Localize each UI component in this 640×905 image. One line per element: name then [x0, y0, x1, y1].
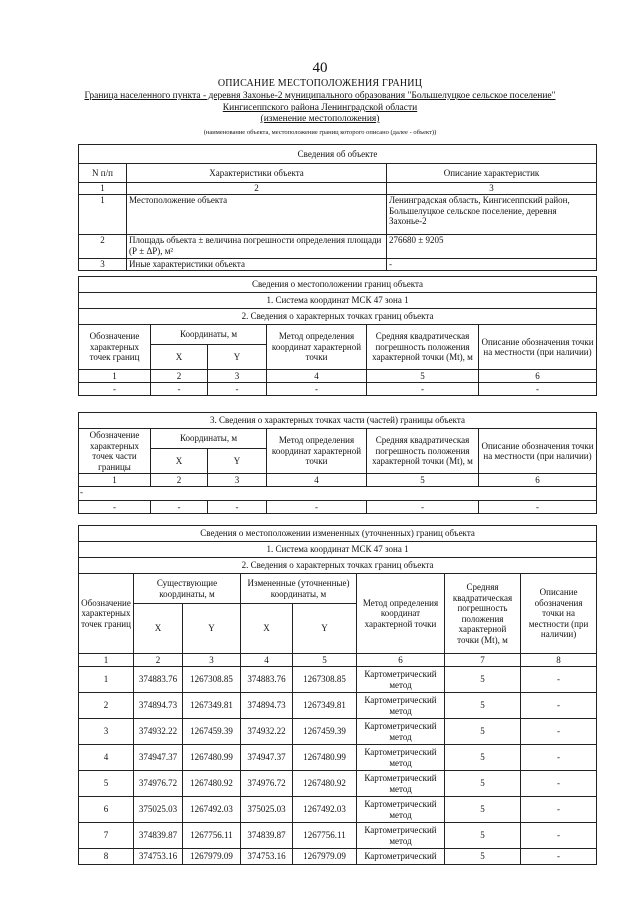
existing-x: 374839.87 [134, 823, 183, 849]
table-row [79, 823, 597, 849]
table-row [79, 501, 597, 514]
empty-cell: - [267, 501, 367, 514]
changed-y: 1267979.09 [293, 849, 357, 865]
empty-cell: - [208, 501, 267, 514]
accuracy-cell: 5 [445, 667, 521, 693]
empty-cell: - [79, 501, 151, 514]
point-number: 3 [79, 719, 134, 745]
column-header: Описание характеристик [387, 164, 597, 183]
description-cell: - [521, 719, 597, 745]
accuracy-cell: 5 [445, 797, 521, 823]
changed-x: 374932.22 [241, 719, 293, 745]
empty-cell: - [367, 501, 479, 514]
description-cell: - [521, 771, 597, 797]
point-number: 2 [79, 693, 134, 719]
accuracy-cell: 5 [445, 719, 521, 745]
table-row [79, 259, 597, 271]
row-description: Ленинградская область, Кингисеппский район, Большелуцкое сельское поселение, деревня Захонье-2 [387, 195, 597, 235]
existing-y: 1267349.81 [183, 693, 241, 719]
point-number: 1 [79, 667, 134, 693]
column-header: Существующие координаты, м [134, 574, 241, 604]
column-header: Y [183, 604, 241, 654]
description-cell: - [521, 823, 597, 849]
existing-x: 374883.76 [134, 667, 183, 693]
row-characteristic: Местоположение объекта [127, 195, 387, 235]
table-row [79, 195, 597, 235]
changed-x: 374976.72 [241, 771, 293, 797]
section-title: Сведения об объекте [79, 145, 597, 164]
method-cell: Картометрический метод [357, 719, 445, 745]
table-row [79, 771, 597, 797]
method-cell: Картометрический метод [357, 745, 445, 771]
section-title: Сведения о местоположении измененных (уточненных) границ объекта [79, 526, 597, 542]
empty-cell: - [479, 383, 597, 396]
index-cell: 1 [79, 654, 134, 667]
point-number: 6 [79, 797, 134, 823]
table-row [79, 383, 597, 396]
column-header: Средняя квадратическая погрешность положения характерной точки (Mt), м [367, 325, 479, 370]
table-row [79, 487, 597, 501]
changed-y: 1267349.81 [293, 693, 357, 719]
index-cell: 6 [479, 370, 597, 383]
row-number: 2 [79, 235, 127, 259]
column-header: Y [208, 345, 267, 370]
description-cell: - [521, 693, 597, 719]
spacer [79, 396, 597, 413]
row-characteristic: Иные характеристики объекта [127, 259, 387, 271]
coordinate-system: 1. Система координат МСК 47 зона 1 [79, 293, 597, 309]
column-header: Метод определения координат характерной точки [357, 574, 445, 654]
column-header: Обозначение характерных точек части границы [79, 429, 151, 474]
column-header: Метод определения координат характерной точки [267, 325, 367, 370]
existing-y: 1267308.85 [183, 667, 241, 693]
method-cell: Картометрический метод [357, 667, 445, 693]
column-header: Координаты, м [151, 429, 267, 449]
column-header: X [134, 604, 183, 654]
index-cell: 4 [267, 370, 367, 383]
boundary-points-table [78, 276, 597, 514]
index-cell: 5 [367, 474, 479, 487]
row-description: 276680 ± 9205 [387, 235, 597, 259]
table-row [79, 745, 597, 771]
method-cell: Картометрический метод [357, 693, 445, 719]
table-row [79, 693, 597, 719]
accuracy-cell: 5 [445, 823, 521, 849]
table-row [79, 235, 597, 259]
description-cell: - [521, 849, 597, 865]
changed-points-table [78, 525, 597, 865]
existing-x: 374947.37 [134, 745, 183, 771]
changed-y: 1267756.11 [293, 823, 357, 849]
empty-cell: - [267, 383, 367, 396]
changed-x: 374839.87 [241, 823, 293, 849]
changed-y: 1267492.03 [293, 797, 357, 823]
accuracy-cell: 5 [445, 771, 521, 797]
index-cell: 2 [134, 654, 183, 667]
point-number: 4 [79, 745, 134, 771]
index-cell: 1 [79, 370, 151, 383]
empty-cell: - [79, 383, 151, 396]
index-cell: 2 [151, 474, 208, 487]
changed-x: 374753.16 [241, 849, 293, 865]
column-header: Характеристики объекта [127, 164, 387, 183]
coordinate-system: 1. Система координат МСК 47 зона 1 [79, 542, 597, 558]
existing-x: 374932.22 [134, 719, 183, 745]
existing-x: 374753.16 [134, 849, 183, 865]
method-cell: Картометрический метод [357, 797, 445, 823]
empty-cell: - [367, 383, 479, 396]
index-cell: 7 [445, 654, 521, 667]
description-cell: - [521, 667, 597, 693]
point-number: 8 [79, 849, 134, 865]
table-row [79, 797, 597, 823]
index-cell: 2 [151, 370, 208, 383]
existing-x: 374894.73 [134, 693, 183, 719]
existing-x: 375025.03 [134, 797, 183, 823]
row-number: 3 [79, 259, 127, 271]
existing-y: 1267492.03 [183, 797, 241, 823]
changed-y: 1267459.39 [293, 719, 357, 745]
index-cell: 4 [241, 654, 293, 667]
index-cell: 6 [479, 474, 597, 487]
empty-cell: - [479, 501, 597, 514]
column-header: Описание обозначения точки на местности (при наличии) [479, 325, 597, 370]
column-header: Метод определения координат характерной точки [267, 429, 367, 474]
changed-y: 1267480.99 [293, 745, 357, 771]
column-header: X [241, 604, 293, 654]
column-header: Обозначение характерных точек границ [79, 325, 151, 370]
index-cell: 4 [267, 474, 367, 487]
index-cell: 2 [127, 183, 387, 195]
object-info-table [78, 144, 597, 271]
document-title: ОПИСАНИЕ МЕСТОПОЛОЖЕНИЯ ГРАНИЦ [217, 78, 423, 89]
accuracy-cell: 5 [445, 745, 521, 771]
description-cell: - [521, 745, 597, 771]
subtitle-line-1: Граница населенного пункта - деревня Захонье-2 муниципального образования "Большелуцкое сельское поселение" [84, 91, 556, 101]
index-cell: 3 [183, 654, 241, 667]
column-header: Обозначение характерных точек границ [79, 574, 134, 654]
point-number: 5 [79, 771, 134, 797]
subtitle-line-3: (изменение местоположения) [260, 114, 380, 124]
subsection-title: 3. Сведения о характерных точках части (частей) границы объекта [79, 413, 597, 429]
existing-x: 374976.72 [134, 771, 183, 797]
section-title: Сведения о местоположении границ объекта [79, 277, 597, 293]
changed-x: 374883.76 [241, 667, 293, 693]
empty-cell: - [151, 501, 208, 514]
index-cell: 5 [293, 654, 357, 667]
index-cell: 1 [79, 183, 127, 195]
column-header: N п/п [79, 164, 127, 183]
existing-y: 1267756.11 [183, 823, 241, 849]
description-cell: - [521, 797, 597, 823]
empty-cell: - [151, 383, 208, 396]
subsection-title: 2. Сведения о характерных точках границ объекта [79, 309, 597, 325]
accuracy-cell: 5 [445, 693, 521, 719]
method-cell: Картометрический метод [357, 823, 445, 849]
method-cell: Картометрический [357, 849, 445, 865]
subtitle-line-2: Кингисеппского района Ленинградской области [222, 102, 418, 113]
column-header: Измененные (уточненные) координаты, м [241, 574, 357, 604]
part-label-cell: - [79, 487, 597, 501]
changed-y: 1267480.92 [293, 771, 357, 797]
subsection-title: 2. Сведения о характерных точках границ объекта [79, 558, 597, 574]
index-cell: 6 [357, 654, 445, 667]
column-header: X [151, 345, 208, 370]
column-header: Средняя квадратическая погрешность положения характерной точки (Mt), м [367, 429, 479, 474]
index-cell: 5 [367, 370, 479, 383]
document-subtitle [70, 91, 570, 126]
existing-y: 1267979.09 [183, 849, 241, 865]
existing-y: 1267459.39 [183, 719, 241, 745]
table-row [79, 719, 597, 745]
column-header: Координаты, м [151, 325, 267, 345]
index-cell: 3 [208, 474, 267, 487]
column-header: Средняя квадратическая погрешность положения характерной точки (Mt), м [445, 574, 521, 654]
column-header: Описание обозначения точки на местности (при наличии) [521, 574, 597, 654]
row-description: - [387, 259, 597, 271]
row-characteristic: Площадь объекта ± величина погрешности определения площади (Р ± ΔР), м² [127, 235, 387, 259]
empty-cell: - [208, 383, 267, 396]
existing-y: 1267480.92 [183, 771, 241, 797]
column-header: X [151, 449, 208, 474]
changed-x: 374947.37 [241, 745, 293, 771]
column-header: Y [208, 449, 267, 474]
index-cell: 1 [79, 474, 151, 487]
index-cell: 3 [208, 370, 267, 383]
accuracy-cell: 5 [445, 849, 521, 865]
table-row [79, 667, 597, 693]
method-cell: Картометрический метод [357, 771, 445, 797]
table-row [79, 849, 597, 865]
index-cell: 8 [521, 654, 597, 667]
point-number: 7 [79, 823, 134, 849]
changed-x: 374894.73 [241, 693, 293, 719]
existing-y: 1267480.99 [183, 745, 241, 771]
page-number: 40 [312, 60, 328, 76]
subtitle-caption: (наименование объекта, местоположение границ которого описано (далее - объект)) [203, 129, 437, 136]
column-header: Описание обозначения точки на местности (при наличии) [479, 429, 597, 474]
changed-x: 375025.03 [241, 797, 293, 823]
changed-y: 1267308.85 [293, 667, 357, 693]
column-header: Y [293, 604, 357, 654]
row-number: 1 [79, 195, 127, 235]
index-cell: 3 [387, 183, 597, 195]
